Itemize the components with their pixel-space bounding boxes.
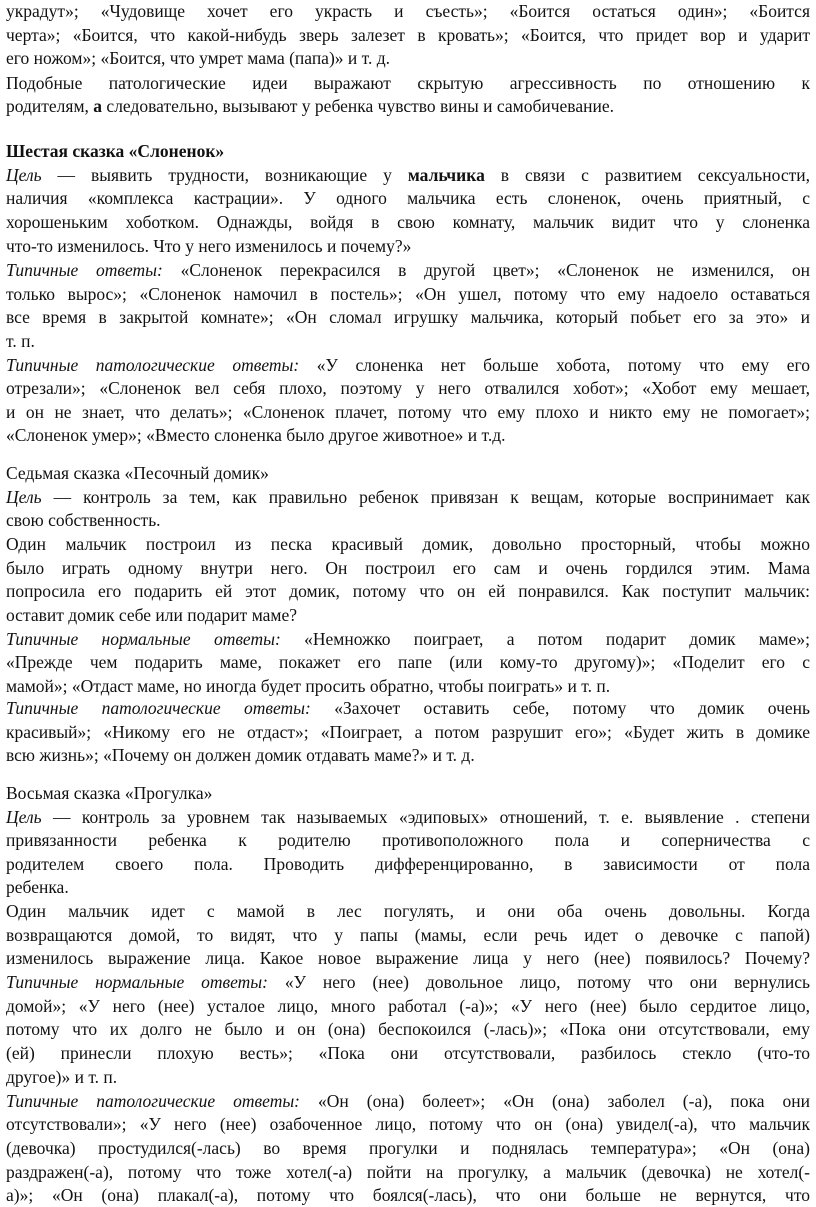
text-line bbox=[6, 853, 810, 876]
text-run: его ножом»; «Боится, что умрет мама (папа)» и т. д. bbox=[6, 48, 391, 68]
text-line bbox=[6, 47, 810, 70]
text-run: хорошеньким хоботком. Однажды, войдя в свою комнату, мальчик видит что у слоненка bbox=[6, 212, 810, 232]
bold-run: а bbox=[93, 96, 103, 116]
text-line bbox=[6, 697, 810, 720]
text-line bbox=[6, 1090, 810, 1113]
bold-run: мальчика bbox=[407, 165, 485, 185]
italic-run: Типичные ответы: bbox=[6, 260, 163, 280]
text-run: родителям, bbox=[6, 96, 94, 116]
text-line bbox=[6, 604, 810, 627]
text-line bbox=[6, 330, 810, 353]
text-run: (ей) принесли плохую весть»; «Пока они отсутствовали, разбилось стекло (что-то bbox=[6, 1043, 810, 1063]
text-run: а)»; «Он (она) плакал(-а), потому что боялся(-лась), что они больше не вернутся, что bbox=[6, 1185, 810, 1205]
text-line bbox=[6, 876, 810, 899]
text-line bbox=[6, 1184, 810, 1207]
text-run: Один мальчик построил из песка красивый домик, довольно просторный, чтобы можно bbox=[6, 534, 810, 554]
text-line bbox=[6, 211, 810, 234]
text-line bbox=[6, 1161, 810, 1184]
text-line bbox=[6, 924, 810, 947]
text-line bbox=[6, 354, 810, 377]
text-run: раздражен(-а), потому что тоже хотел(-а) пойти на прогулку, а мальчик (девочка) не хотел(- bbox=[6, 1162, 810, 1182]
text-line bbox=[6, 900, 810, 923]
italic-run: Цель bbox=[6, 487, 42, 507]
text-run: красивый»; «Никому его не отдаст»; «Поиграет, а потом разрушит его»; «Будет жить в домике bbox=[6, 722, 810, 742]
italic-run: Типичные патологические ответы: bbox=[6, 698, 311, 718]
text-line bbox=[6, 401, 810, 424]
text-run: всю жизнь»; «Почему он должен домик отдавать маме?» и т. д. bbox=[6, 745, 475, 765]
text-line bbox=[6, 509, 810, 532]
text-run: только вырос»; «Слоненок намочил в постель»; «Он ушел, потому что ему надоело оставаться bbox=[6, 284, 810, 304]
text-run: родителем своего пола. Проводить дифференцированно, в зависимости от пола bbox=[6, 854, 810, 874]
text-line bbox=[6, 1042, 810, 1065]
italic-run: Цель bbox=[6, 807, 42, 827]
text-run: оставит домик себе или подарит маме? bbox=[6, 605, 298, 625]
text-run: «Немножко поиграет, а потом подарит домик маме»; bbox=[280, 629, 810, 649]
text-run: попросила его подарить ей этот домик, потому что он ей понравился. Как поступит мальчик: bbox=[6, 581, 810, 601]
text-run: «У слоненка нет больше хобота, потому что ему его bbox=[299, 355, 811, 375]
text-run: в связи с развитием сексуальности, bbox=[484, 165, 810, 185]
text-run: Восьмая сказка «Прогулка» bbox=[6, 783, 213, 803]
text-line bbox=[6, 1137, 810, 1160]
text-run: (девочка) простудился(-лась) во время прогулки и поднялась температура»; «Он (она) bbox=[6, 1138, 810, 1158]
text-run: Седьмая сказка «Песочный домик» bbox=[6, 463, 269, 483]
text-run: привязанности ребенка к родителю противоположного пола и соперничества с bbox=[6, 830, 810, 850]
text-line bbox=[6, 72, 810, 95]
text-run: изменилось выражение лица. Какое новое выражение лица у него (нее) появилось? Почему? bbox=[6, 948, 810, 968]
text-line bbox=[6, 651, 810, 674]
text-line bbox=[6, 424, 810, 447]
text-run: «Захочет оставить себе, потому что домик очень bbox=[310, 698, 810, 718]
text-line bbox=[6, 721, 810, 744]
text-line bbox=[6, 0, 810, 23]
text-line bbox=[6, 235, 810, 258]
italic-run: Типичные патологические ответы: bbox=[6, 355, 300, 375]
text-line bbox=[6, 306, 810, 329]
text-line bbox=[6, 580, 810, 603]
text-line bbox=[6, 829, 810, 852]
text-line bbox=[6, 377, 810, 400]
text-run: мамой»; «Отдаст маме, но иногда будет просить обратно, чтобы поиграть» и т. п. bbox=[6, 676, 611, 696]
text-line bbox=[6, 1018, 810, 1041]
text-line bbox=[6, 24, 810, 47]
text-run: «У него (нее) довольное лицо, потому что они вернулись bbox=[267, 972, 810, 992]
text-run: отсутствовали»; «У него (нее) озабоченное лицо, потому что он (она) увидел(-а), что мальчик bbox=[6, 1114, 810, 1134]
text-line bbox=[6, 971, 810, 994]
text-run: что-то изменилось. Что у него изменилось и почему?» bbox=[6, 236, 412, 256]
text-line bbox=[6, 283, 810, 306]
text-line bbox=[6, 259, 810, 282]
text-run: возвращаются домой, то видят, что у папы (мамы, если речь идет о девочке с папой) bbox=[6, 925, 810, 945]
text-line bbox=[6, 675, 810, 698]
text-line bbox=[6, 947, 810, 970]
text-line bbox=[6, 187, 810, 210]
text-line bbox=[6, 164, 810, 187]
text-run: отрезали»; «Слоненок вел себя плохо, поэтому у него отвалился хобот»; «Хобот ему мешает, bbox=[6, 378, 810, 398]
section-heading bbox=[6, 140, 810, 163]
section-heading bbox=[6, 462, 810, 485]
text-run: другое)» и т. п. bbox=[6, 1067, 118, 1087]
text-run: потому что их долго не было и он (она) беспокоился (-лась)»; «Пока они отсутствовали, ему bbox=[6, 1019, 810, 1039]
text-run: «Слоненок умер»; «Вместо слоненка было другое животное» и т.д. bbox=[6, 425, 506, 445]
text-line bbox=[6, 806, 810, 829]
text-run: черта»; «Боится, что какой-нибудь зверь залезет в кровать»; «Боится, что придет вор и ударит bbox=[6, 25, 810, 45]
text-run: — контроль за уровнем так называемых «эдиповых» отношений, т. е. выявление . степени bbox=[41, 807, 810, 827]
text-line bbox=[6, 557, 810, 580]
text-run: ребенка. bbox=[6, 877, 69, 897]
text-run: Один мальчик идет с мамой в лес погулять, и они оба очень довольны. Когда bbox=[6, 901, 810, 921]
text-run: Подобные патологические идеи выражают скрытую агрессивность по отношению к bbox=[6, 73, 810, 93]
text-run: «Он (она) болеет»; «Он (она) заболел (-а), пока они bbox=[300, 1091, 810, 1111]
text-line bbox=[6, 533, 810, 556]
text-run: наличия «комплекса кастрации». У одного мальчика есть слоненок, очень приятный, с bbox=[6, 188, 810, 208]
text-run: домой»; «У него (нее) усталое лицо, много работал (-а)»; «У него (нее) было сердитое лицо, bbox=[6, 996, 810, 1016]
section-heading bbox=[6, 782, 810, 805]
text-run: и он не знает, что делать»; «Слоненок плачет, потому что ему плохо и никто ему не помогает»; bbox=[6, 402, 810, 422]
bold-run: Шестая сказка «Слоненок» bbox=[6, 141, 225, 161]
text-run: — выявить трудности, возникающие у bbox=[41, 165, 408, 185]
text-line bbox=[6, 486, 810, 509]
text-run: следовательно, вызывают у ребенка чувство вины и самобичевание. bbox=[102, 96, 614, 116]
text-run: украдут»; «Чудовище хочет его украсть и съесть»; «Боится остаться один»; «Боится bbox=[6, 1, 810, 21]
text-line bbox=[6, 95, 810, 118]
text-line bbox=[6, 1113, 810, 1136]
text-run: все время в закрытой комнате»; «Он сломал игрушку мальчика, который побьет его за это» и bbox=[6, 307, 810, 327]
text-run: т. п. bbox=[6, 331, 35, 351]
italic-run: Типичные нормальные ответы: bbox=[6, 972, 268, 992]
text-line bbox=[6, 995, 810, 1018]
italic-run: Типичные нормальные ответы: bbox=[6, 629, 281, 649]
italic-run: Цель bbox=[6, 165, 42, 185]
text-line bbox=[6, 1066, 810, 1089]
text-run: — контроль за тем, как правильно ребенок привязан к вещам, которые воспринимает как bbox=[41, 487, 810, 507]
text-run: «Прежде чем подарить маме, покажет его папе (или кому-то другому)»; «Поделит его с bbox=[6, 652, 810, 672]
text-run: «Слоненок перекрасился в другой цвет»; «Слоненок не изменился, он bbox=[162, 260, 810, 280]
text-run: было играть одному внутри него. Он построил его сам и очень гордился этим. Мама bbox=[6, 558, 810, 578]
italic-run: Типичные патологические ответы: bbox=[6, 1091, 301, 1111]
text-run: свою собственность. bbox=[6, 510, 161, 530]
text-line bbox=[6, 744, 810, 767]
text-line bbox=[6, 628, 810, 651]
